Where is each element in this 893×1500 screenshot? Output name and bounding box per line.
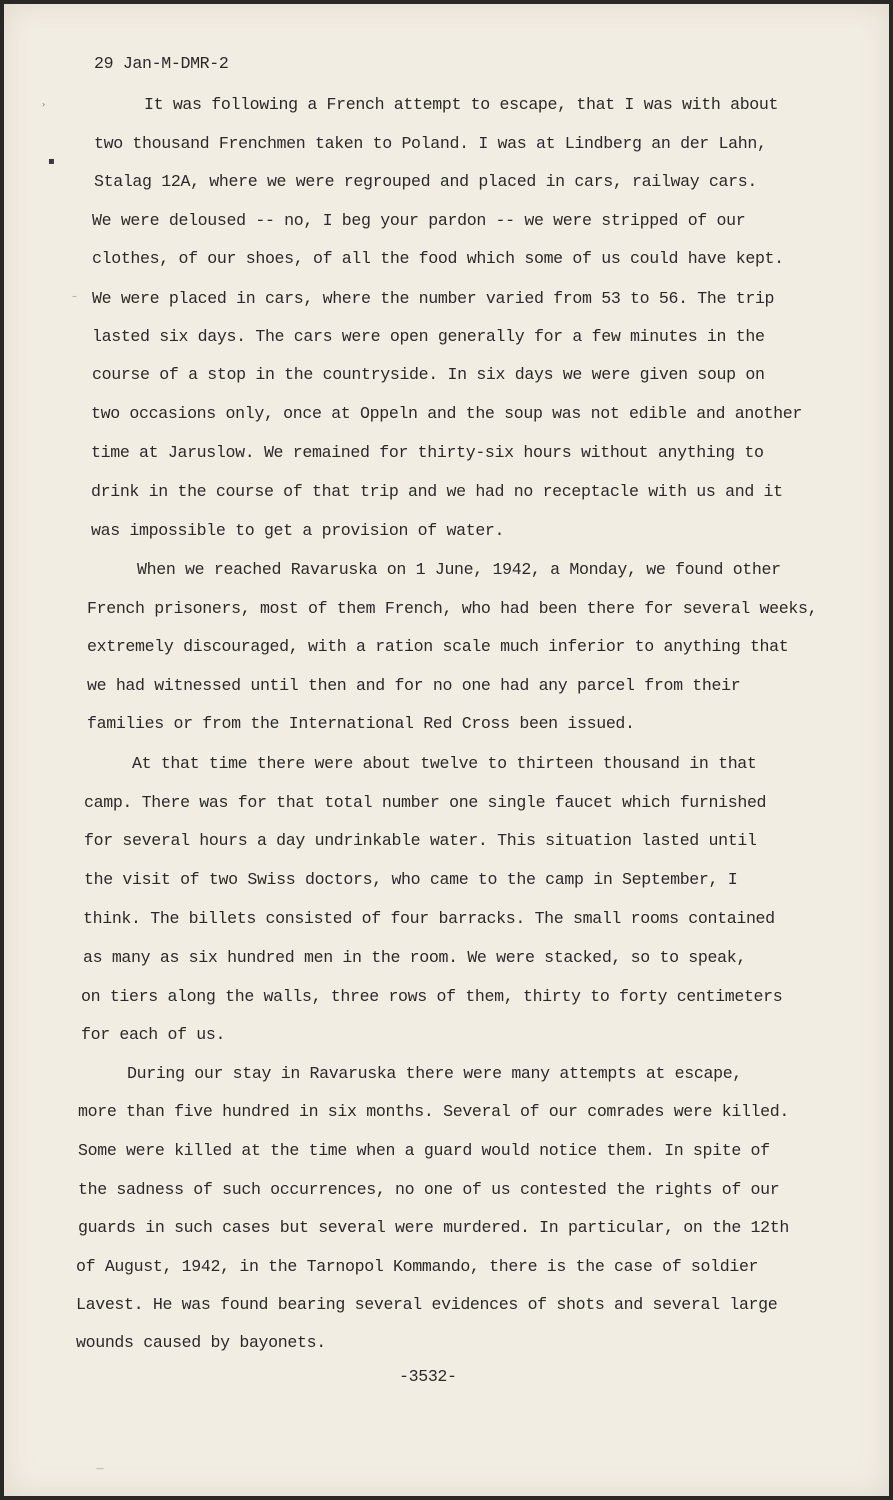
margin-mark: – (72, 291, 77, 302)
text-line: Lavest. He was found bearing several evidences of shots and several large (76, 1295, 778, 1314)
text-line: extremely discouraged, with a ration scale much inferior to anything that (87, 637, 789, 656)
text-line: At that time there were about twelve to thirteen thousand in that (132, 754, 757, 773)
text-line: It was following a French attempt to escape, that I was with about (144, 95, 779, 114)
margin-mark: — (96, 1464, 104, 1473)
text-line: think. The billets consisted of four barracks. The small rooms contained (83, 909, 775, 928)
text-line: the visit of two Swiss doctors, who came to the camp in September, I (84, 870, 738, 889)
page-number: -3532- (399, 1367, 457, 1386)
text-line: wounds caused by bayonets. (76, 1333, 326, 1352)
text-line: was impossible to get a provision of water. (91, 521, 505, 540)
text-line: for each of us. (81, 1025, 226, 1044)
margin-mark: › (42, 100, 46, 109)
text-line: French prisoners, most of them French, who had been there for several weeks, (87, 599, 818, 618)
text-line: for several hours a day undrinkable water. This situation lasted until (84, 831, 757, 850)
text-line: families or from the International Red Cross been issued. (87, 714, 635, 733)
margin-mark: ▪ (48, 156, 55, 167)
text-line: more than five hundred in six months. Several of our comrades were killed. (78, 1102, 789, 1121)
text-line: the sadness of such occurrences, no one of us contested the rights of our (78, 1180, 780, 1199)
text-line: guards in such cases but several were murdered. In particular, on the 12th (78, 1218, 789, 1237)
text-line: Stalag 12A, where we were regrouped and placed in cars, railway cars. (94, 172, 757, 191)
text-line: camp. There was for that total number one single faucet which furnished (84, 793, 767, 812)
text-line: we had witnessed until then and for no one had any parcel from their (87, 676, 741, 695)
text-line: We were deloused -- no, I beg your pardon -- we were stripped of our (92, 211, 746, 230)
text-line: two occasions only, once at Oppeln and the soup was not edible and another (91, 404, 802, 423)
document-header: 29 Jan-M-DMR-2 (94, 54, 229, 73)
text-line: We were placed in cars, where the number varied from 53 to 56. The trip (92, 289, 775, 308)
text-line: two thousand Frenchmen taken to Poland. I was at Lindberg an der Lahn, (94, 134, 767, 153)
document-page (4, 4, 889, 1496)
text-line: drink in the course of that trip and we had no receptacle with us and it (91, 482, 783, 501)
text-line: on tiers along the walls, three rows of them, thirty to forty centimeters (81, 987, 783, 1006)
text-line: clothes, of our shoes, of all the food which some of us could have kept. (92, 249, 784, 268)
text-line: course of a stop in the countryside. In six days we were given soup on (92, 365, 765, 384)
text-line: as many as six hundred men in the room. We were stacked, so to speak, (83, 948, 746, 967)
text-line: of August, 1942, in the Tarnopol Kommando, there is the case of soldier (76, 1257, 759, 1276)
text-line: During our stay in Ravaruska there were many attempts at escape, (127, 1064, 742, 1083)
text-line: When we reached Ravaruska on 1 June, 1942, a Monday, we found other (137, 560, 781, 579)
text-line: Some were killed at the time when a guard would notice them. In spite of (78, 1141, 770, 1160)
text-line: time at Jaruslow. We remained for thirty-six hours without anything to (91, 443, 764, 462)
text-line: lasted six days. The cars were open generally for a few minutes in the (92, 327, 765, 346)
